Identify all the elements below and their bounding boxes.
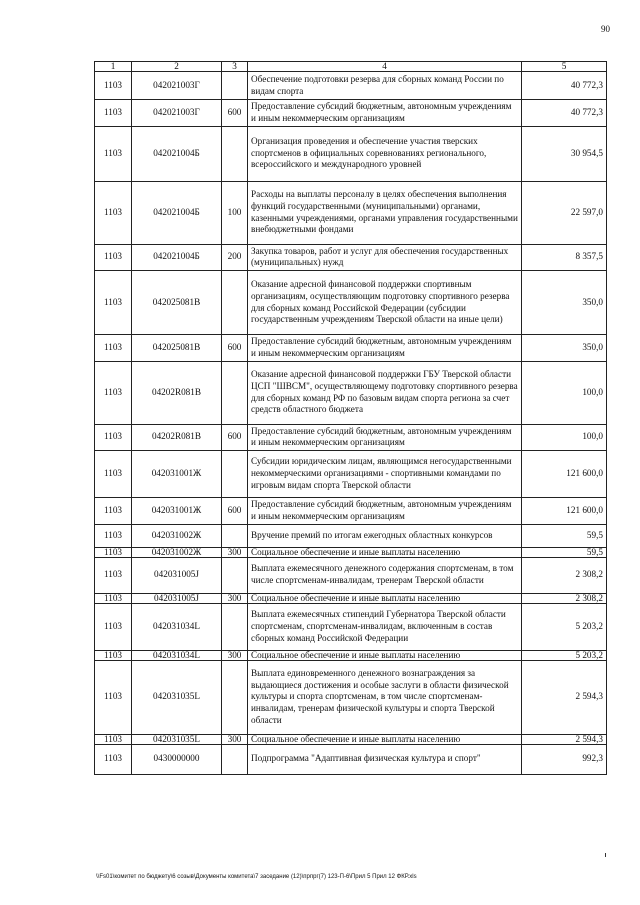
cell-section: 1103 [95, 660, 132, 734]
cell-name: Выплата ежемесячных стипендий Губернатора Тверской области спортсменам, спортсменам-инвалидам, включенным в состав сборных команд Российской Федерации [248, 603, 522, 650]
cell-type: 300 [222, 650, 248, 660]
cell-amount: 59,5 [522, 547, 607, 557]
cell-name: Выплата ежемесячного денежного содержания спортсменам, в том числе спортсменам-инвалидам, тренерам Тверской области [248, 557, 522, 593]
table-row [95, 650, 607, 660]
cell-type [222, 451, 248, 498]
cell-type: 600 [222, 424, 248, 451]
cell-section: 1103 [95, 72, 132, 100]
cell-name: Социальное обеспечение и иные выплаты населению [248, 593, 522, 603]
cell-section: 1103 [95, 335, 132, 362]
table-row [95, 557, 607, 593]
cell-amount: 5 203,2 [522, 603, 607, 650]
cell-section: 1103 [95, 498, 132, 525]
cell-amount: 350,0 [522, 271, 607, 335]
table-row [95, 593, 607, 603]
column-header-type: 3 [222, 62, 248, 72]
table-row [95, 126, 607, 181]
cell-amount: 100,0 [522, 424, 607, 451]
cell-amount: 2 308,2 [522, 593, 607, 603]
cell-section: 1103 [95, 424, 132, 451]
cell-amount: 2 594,3 [522, 734, 607, 744]
cell-code: 042031034L [132, 603, 222, 650]
cell-amount: 5 203,2 [522, 650, 607, 660]
cell-section: 1103 [95, 271, 132, 335]
table-row [95, 424, 607, 451]
cell-amount: 992,3 [522, 744, 607, 774]
cell-name: Предоставление субсидий бюджетным, автономным учреждениям и иным некоммерческим организациям [248, 335, 522, 362]
cell-code: 042025081В [132, 271, 222, 335]
cell-name: Закупка товаров, работ и услуг для обеспечения государственных (муниципальных) нужд [248, 244, 522, 271]
cell-section: 1103 [95, 524, 132, 547]
cell-type [222, 126, 248, 181]
cell-name: Выплата единовременного денежного вознаграждения за выдающиеся достижения и особые заслуги в области физической культуры и спорта спортсменам, в том числе спортсменам-инвалидам, тренерам физической культуры и спорта Тверской области [248, 660, 522, 734]
table-row [95, 100, 607, 127]
cell-code: 042031002Ж [132, 547, 222, 557]
cell-type: 300 [222, 547, 248, 557]
cell-name: Социальное обеспечение и иные выплаты населению [248, 547, 522, 557]
cell-name: Предоставление субсидий бюджетным, автономным учреждениям и иным некоммерческим организациям [248, 424, 522, 451]
table-body [95, 72, 607, 775]
cell-code: 042031001Ж [132, 498, 222, 525]
cell-amount: 121 600,0 [522, 498, 607, 525]
table-row [95, 660, 607, 734]
table-row [95, 547, 607, 557]
cell-code: 042031034L [132, 650, 222, 660]
cell-type [222, 603, 248, 650]
column-header-code: 2 [132, 62, 222, 72]
cell-section: 1103 [95, 744, 132, 774]
cell-section: 1103 [95, 650, 132, 660]
table-header-row [95, 62, 607, 72]
cell-type [222, 557, 248, 593]
cell-type: 600 [222, 335, 248, 362]
edge-mark [605, 853, 606, 857]
table-row [95, 271, 607, 335]
table-row [95, 524, 607, 547]
cell-section: 1103 [95, 593, 132, 603]
table-row [95, 451, 607, 498]
cell-name: Подпрограмма "Адаптивная физическая культура и спорт" [248, 744, 522, 774]
cell-code: 042021004Б [132, 244, 222, 271]
table-row [95, 72, 607, 100]
table-row [95, 244, 607, 271]
cell-code: 042021003Г [132, 100, 222, 127]
cell-name: Оказание адресной финансовой поддержки спортивным организациям, осуществляющим подготовку спортивного резерва для сборных команд Российской Федерации (субсидии государственным учреждениям Тверской области на иные цели) [248, 271, 522, 335]
cell-section: 1103 [95, 100, 132, 127]
cell-code: 042021003Г [132, 72, 222, 100]
cell-name: Социальное обеспечение и иные выплаты населению [248, 650, 522, 660]
cell-code: 04202R081В [132, 361, 222, 424]
cell-type [222, 524, 248, 547]
footer-file-path: \\Fs01\комитет по бюджету\6 созыв\Документы комитета\7 заседание (12)\прпрг(7) 123-П-6\Прил 5 Прил 12 ФКР.xls [96, 874, 417, 880]
cell-amount: 59,5 [522, 524, 607, 547]
cell-code: 0430000000 [132, 744, 222, 774]
cell-code: 042021004Б [132, 126, 222, 181]
cell-code: 042021004Б [132, 181, 222, 244]
cell-code: 04202R081В [132, 424, 222, 451]
cell-name: Социальное обеспечение и иные выплаты населению [248, 734, 522, 744]
cell-name: Вручение премий по итогам ежегодных областных конкурсов [248, 524, 522, 547]
table-row [95, 498, 607, 525]
cell-name: Оказание адресной финансовой поддержки ГБУ Тверской области ЦСП "ШВСМ", осуществляющему подготовку спортивного резерва для сборных команд РФ по базовым видам спорта региона за счет средств областного бюджета [248, 361, 522, 424]
cell-amount: 100,0 [522, 361, 607, 424]
table-row [95, 603, 607, 650]
cell-section: 1103 [95, 451, 132, 498]
cell-type: 200 [222, 244, 248, 271]
cell-code: 042031005J [132, 557, 222, 593]
table-row [95, 361, 607, 424]
cell-section: 1103 [95, 734, 132, 744]
cell-type [222, 72, 248, 100]
cell-type [222, 361, 248, 424]
cell-type: 100 [222, 181, 248, 244]
cell-name: Обеспечение подготовки резерва для сборных команд России по видам спорта [248, 72, 522, 100]
column-header-section: 1 [95, 62, 132, 72]
column-header-amount: 5 [522, 62, 607, 72]
cell-code: 042031005J [132, 593, 222, 603]
cell-amount: 2 594,3 [522, 660, 607, 734]
table-row [95, 744, 607, 774]
cell-type: 300 [222, 593, 248, 603]
cell-code: 042025081В [132, 335, 222, 362]
page-number: 90 [601, 24, 610, 34]
cell-amount: 40 772,3 [522, 72, 607, 100]
cell-amount: 8 357,5 [522, 244, 607, 271]
cell-section: 1103 [95, 603, 132, 650]
cell-type [222, 271, 248, 335]
cell-name: Расходы на выплаты персоналу в целях обеспечения выполнения функций государственными (муниципальными) органами, казенными учреждениями, органами управления государственными внебюджетными фондами [248, 181, 522, 244]
table-row [95, 734, 607, 744]
cell-section: 1103 [95, 181, 132, 244]
cell-name: Организация проведения и обеспечение участия тверских спортсменов в официальных соревнованиях регионального, всероссийского и международного уровней [248, 126, 522, 181]
cell-type [222, 660, 248, 734]
cell-section: 1103 [95, 126, 132, 181]
cell-code: 042031035L [132, 660, 222, 734]
cell-amount: 40 772,3 [522, 100, 607, 127]
cell-amount: 350,0 [522, 335, 607, 362]
cell-name: Субсидии юридическим лицам, являющимся негосударственными некоммерческими организациями - спортивными командами по игровым видам спорта Тверской области [248, 451, 522, 498]
cell-amount: 121 600,0 [522, 451, 607, 498]
cell-code: 042031002Ж [132, 524, 222, 547]
cell-code: 042031001Ж [132, 451, 222, 498]
cell-type: 600 [222, 100, 248, 127]
table-row [95, 335, 607, 362]
cell-amount: 30 954,5 [522, 126, 607, 181]
table-row [95, 181, 607, 244]
cell-type: 300 [222, 734, 248, 744]
cell-section: 1103 [95, 557, 132, 593]
cell-name: Предоставление субсидий бюджетным, автономным учреждениям и иным некоммерческим организациям [248, 498, 522, 525]
cell-type: 600 [222, 498, 248, 525]
budget-table [94, 61, 607, 775]
cell-section: 1103 [95, 361, 132, 424]
cell-amount: 22 597,0 [522, 181, 607, 244]
cell-section: 1103 [95, 244, 132, 271]
cell-code: 042031035L [132, 734, 222, 744]
cell-amount: 2 308,2 [522, 557, 607, 593]
cell-section: 1103 [95, 547, 132, 557]
cell-type [222, 744, 248, 774]
column-header-name: 4 [248, 62, 522, 72]
cell-name: Предоставление субсидий бюджетным, автономным учреждениям и иным некоммерческим организациям [248, 100, 522, 127]
